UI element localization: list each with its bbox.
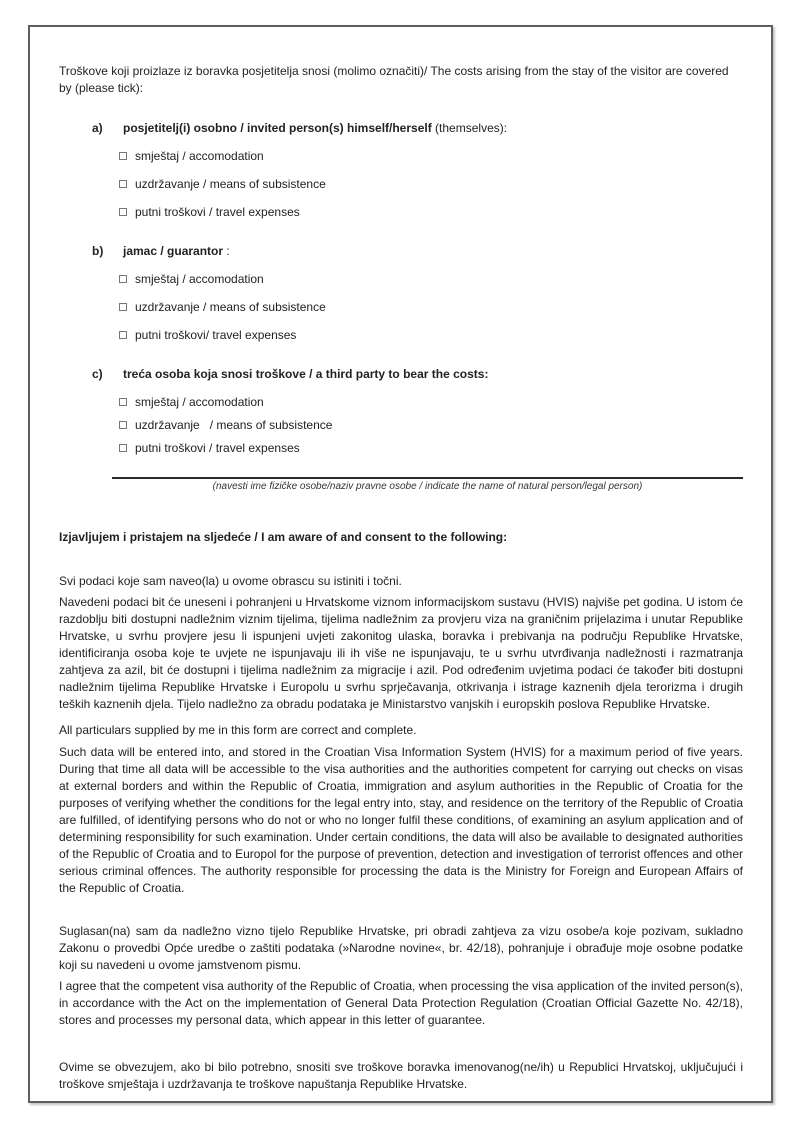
section-a-options (119, 148, 743, 220)
section-a-title: posjetitelj(i) osobno / invited person(s) himself/herself (123, 121, 432, 135)
option-label: smještaj / accomodation (135, 395, 264, 409)
section-b-title: jamac / guarantor (123, 244, 224, 258)
checkbox-travel-expenses[interactable] (119, 208, 127, 216)
option-subsistence (119, 176, 743, 192)
option-label: uzdržavanje / means of subsistence (135, 177, 326, 191)
checkbox-accommodation[interactable] (119, 152, 127, 160)
option-accommodation (119, 394, 743, 410)
checkbox-subsistence[interactable] (119, 421, 127, 429)
option-accommodation (119, 271, 743, 287)
option-label: putni troškovi/ travel expenses (135, 328, 297, 342)
checkbox-subsistence[interactable] (119, 180, 127, 188)
option-label: uzdržavanje / means of subsistence (135, 300, 326, 314)
option-label: smještaj / accomodation (135, 149, 264, 163)
section-b-heading (92, 243, 743, 259)
document-page (28, 25, 773, 1103)
paragraph-data-true: Svi podaci koje sam naveo(la) u ovome obrascu su istiniti i točni. (59, 574, 402, 588)
option-label: putni troškovi / travel expenses (135, 205, 300, 219)
third-party-name-input-line[interactable] (112, 477, 743, 479)
option-label: uzdržavanje / means of subsistence (135, 418, 333, 432)
checkbox-travel-expenses[interactable] (119, 331, 127, 339)
option-accommodation (119, 148, 743, 164)
page-content (30, 27, 771, 1093)
section-b-title-suffix: : (223, 244, 230, 258)
section-b-options (119, 271, 743, 343)
name-line-caption: (navesti ime fizičke osobe/naziv pravne osobe / indicate the name of natural person/legal person) (212, 481, 643, 492)
third-party-name-block (112, 477, 743, 493)
checkbox-subsistence[interactable] (119, 303, 127, 311)
option-subsistence (119, 299, 743, 315)
section-a-heading (92, 120, 743, 136)
paragraph-obligation-croatian: Ovime se obvezujem, ako bi bilo potrebno, snositi sve troškove boravka imenovanog(ne/ih) u Republici Hrvatskoj, uključujući i troškove smještaja i uzdržavanja te troškove napuštanja Republike Hrvatske. (59, 1060, 743, 1091)
section-b-letter: b) (92, 244, 104, 258)
section-a (59, 120, 743, 220)
section-c-letter: c) (92, 367, 103, 381)
section-b (59, 243, 743, 343)
option-subsistence (119, 417, 743, 433)
paragraph-gdpr-english: I agree that the competent visa authority of the Republic of Croatia, when processing the visa application of the invited person(s), in accordance with the Act on the implementation of General Data Protection Regulation (Croatian Official Gazette No. 42/18), stores and processes my personal data, which appear in this letter of guarantee. (59, 979, 743, 1027)
section-c-options (119, 394, 743, 456)
section-c (59, 366, 743, 456)
option-travel-expenses (119, 327, 743, 343)
paragraph-gdpr-croatian: Suglasan(na) sam da nadležno vizno tijelo Republike Hrvatske, pri obradi zahtjeva za vizu osobe/a koje pozivam, sukladno Zakonu o provedbi Opće uredbe o zaštiti podataka (»Narodne novine«, br. 42/18), pohranjuje i obrađuje moje osobne podatke koji su navedeni u ovome jamstvenom pismu. (59, 924, 743, 972)
option-label: smještaj / accomodation (135, 272, 264, 286)
paragraph-hvis-croatian: Navedeni podaci bit će uneseni i pohranjeni u Hrvatskome viznom informacijskom sustavu (HVIS) najviše pet godina. U istom će razdoblju biti dostupni nadležnim viznim tijelima, tijelima nadležnim za provjeru viza na graničnim prijelazima i unutar Republike Hrvatske, u svrhu provjere jesu li ispunjeni uvjeti zakonitog ulaska, boravka i prebivanja na području Republike Hrvatske, identificiranja osoba koje te uvjete ne ispunjavaju ili ih više ne ispunjavaju, te u svrhu utvrđivanja nadležnosti i razmatranja zahtjeva za azil, bit će dostupni i tijelima nadležnim za migracije i azil. Pod određenim uvjetima podaci će također biti dostupni nadležnim tijelima Republike Hrvatske i Europolu u svrhu sprječavanja, otkrivanja i istrage kaznenih djela terorizma i drugih teških kaznenih djela. Tijelo nadležno za obradu podataka je Ministarstvo vanjskih i europskih poslova Republike Hrvatske. (59, 595, 743, 711)
checkbox-accommodation[interactable] (119, 398, 127, 406)
option-label: putni troškovi / travel expenses (135, 441, 300, 455)
section-a-title-suffix: (themselves): (431, 121, 508, 135)
section-a-letter: a) (92, 121, 103, 135)
consent-heading: Izjavljujem i pristajem na sljedeće / I am aware of and consent to the following: (59, 530, 508, 544)
option-travel-expenses (119, 204, 743, 220)
paragraph-particulars-english: All particulars supplied by me in this form are correct and complete. (59, 723, 417, 737)
intro-text: Troškove koji proizlaze iz boravka posjetitelja snosi (molimo označiti)/ The costs arising from the stay of the visitor are covered by (please tick): (59, 64, 729, 95)
option-travel-expenses (119, 440, 743, 456)
section-c-title: treća osoba koja snosi troškove / a third party to bear the costs: (123, 367, 489, 381)
section-c-heading (92, 366, 743, 382)
paragraph-hvis-english: Such data will be entered into, and stored in the Croatian Visa Information System (HVIS) for a maximum period of five years. During that time all data will be accessible to the visa authorities and the authorities competent for carrying out checks on visas at external borders and within the Republic of Croatia, immigration and asylum authorities in the Republic of Croatia for the purposes of verifying whether the conditions for the legal entry into, stay, and residence on the territory of the Republic of Croatia are fulfilled, of identifying persons who do not or who no longer fulfil these conditions, of examining an asylum application and of determining responsibility for such examination. Under certain conditions, the data will also be available to designated authorities of the Republic of Croatia and to Europol for the purpose of prevention, detection and investigation of terrorist offences and other serious criminal offences. The authority responsible for processing the data is the Ministry for Foreign and European Affairs of the Republic of Croatia. (59, 745, 743, 895)
checkbox-accommodation[interactable] (119, 275, 127, 283)
checkbox-travel-expenses[interactable] (119, 444, 127, 452)
